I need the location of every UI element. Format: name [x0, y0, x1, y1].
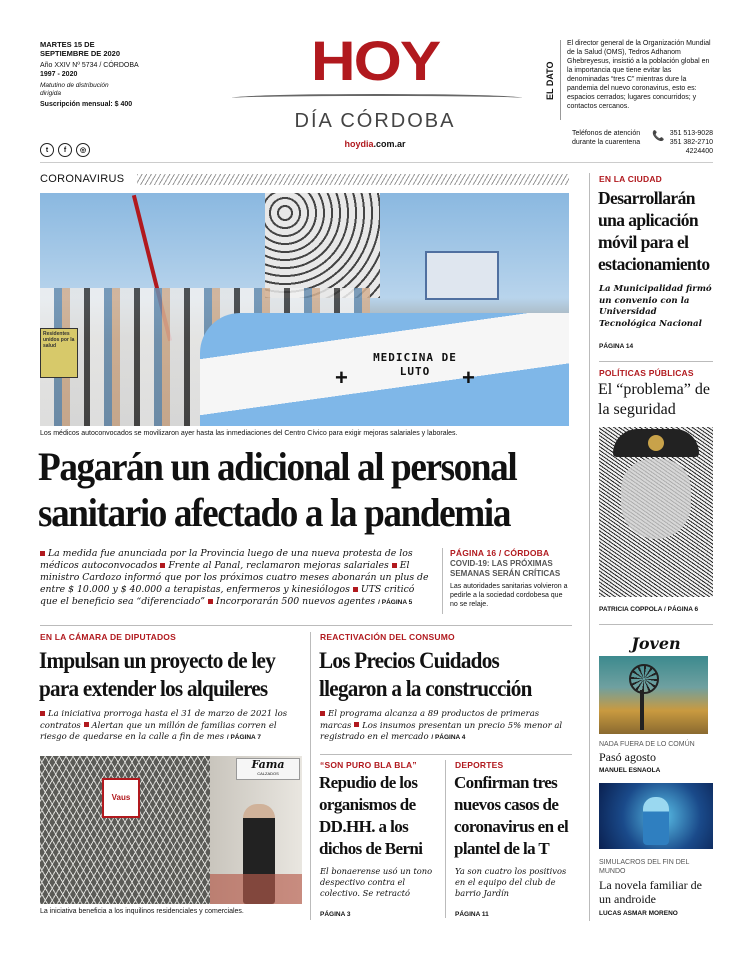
shop-sign [236, 758, 300, 780]
deportes-lead: Ya son cuatro los positivos en el equipo del club de barrio Jardín [455, 866, 567, 898]
shop-sign-name: Fama [251, 758, 285, 771]
sale-sign: Vaus [102, 778, 140, 818]
diputados-kicker: EN LA CÁMARA DE DIPUTADOS [40, 632, 176, 642]
joven-item1-title[interactable]: Pasó agosto [599, 750, 656, 764]
website-main: hoydia [344, 139, 374, 149]
diputados-p2: Alertan que un millón de familias corren el riesgo de quedarse en la calle a fin de mes [40, 720, 277, 742]
protest-sign: Residentes unidos por la salud [40, 328, 78, 378]
main-photo-caption: Los médicos autoconvocados se movilizaron ayer hasta las inmediaciones del Centro Cívico para exigir mejoras salariales y laborales. [40, 430, 458, 437]
sidewalk [210, 874, 302, 904]
joven-title: Joven [631, 634, 681, 653]
section-hatch [137, 174, 569, 185]
windmill [629, 664, 659, 694]
bullet [320, 711, 325, 716]
diputados-headline[interactable]: Impulsan un proyecto de ley para extender los alquileres [39, 648, 276, 701]
lead-bottom-rule [40, 625, 572, 626]
politicas-kicker: POLÍTICAS PÚBLICAS [599, 368, 694, 378]
phones-label: Teléfonos de atención durante la cuarentena [572, 130, 641, 146]
issue-date: MARTES 15 DE SEPTIEMBRE DE 2020 [40, 40, 121, 58]
joven-item2-kicker: SIMULACROS DEL FIN DEL MUNDO [599, 859, 690, 875]
ciudad-bottom-rule [599, 361, 713, 362]
side-box[interactable] [450, 548, 572, 609]
consumo-p2: Los insumos presentan un precio 5% menor al registrado en el mercado [320, 720, 563, 742]
consumo-p1: El programa alcanza a 89 productos de primeras marcas [320, 709, 540, 731]
blabla-kicker: “SON PURO BLA BLA” [320, 760, 417, 770]
hat-badge [648, 435, 664, 451]
joven-item2-byline: LUCAS ASMAR MORENO [599, 910, 678, 917]
el-dato-text: El director general de la Organización Mundial de la Salud (OMS), Tedros Adhanom Ghebreyesus, insistió a la población global en la importancia que tiene evitar las denominadas “tres C” mientras dure la pandemia del nuevo coronavirus, esto es: espacios cerrados; lugares concurridos; y contactos cercanos. [567, 40, 711, 110]
main-headline[interactable]: Pagarán un adicional al personal sanitario afectado a la pandemia [38, 444, 517, 535]
main-photo [40, 193, 569, 426]
consumo-kicker: REACTIVACIÓN DEL CONSUMO [320, 632, 455, 642]
diputados-photo [40, 756, 302, 904]
ciudad-kicker: EN LA CIUDAD [599, 174, 662, 184]
bullet [354, 722, 359, 727]
social-links [40, 143, 90, 157]
consumo-page: / PÁGINA 4 [431, 734, 466, 741]
deportes-headline[interactable]: Confirman tres nuevos casos de coronavirus en el plantel de la T [454, 773, 569, 858]
blabla-page: PÁGINA 3 [320, 911, 351, 918]
bullet [353, 587, 358, 592]
lead-p5: Incorporarán 500 nuevos agentes [216, 596, 376, 607]
ciudad-page: PÁGINA 14 [599, 343, 634, 350]
banner-cross-right: + [462, 365, 475, 390]
blabla-headline[interactable]: Repudio de los organismos de DD.HH. a los dichos de Berni [319, 773, 423, 858]
lead-p4: UTS criticó que el beneficio sea “diferenciado” [40, 584, 415, 607]
joven-item1-byline: MANUEL ESNAOLA [599, 767, 661, 774]
column-divider-1 [310, 632, 311, 920]
politicas-bottom-rule [599, 624, 713, 625]
politicas-byline: PATRICIA COPPOLA / PÁGINA 6 [599, 606, 699, 613]
deportes-kicker: DEPORTES [455, 760, 504, 770]
flag-banner [200, 313, 569, 426]
deportes-page: PÁGINA 11 [455, 911, 489, 918]
diputados-caption: La iniciativa beneficia a los inquilinos residenciales y comerciales. [40, 908, 244, 915]
section-label: CORONAVIRUS [40, 173, 125, 185]
bullet [392, 563, 397, 568]
joven-item2-title[interactable]: La novela familiar de un androide [599, 878, 702, 906]
banner-text: MEDICINA DE LUTO [373, 351, 457, 378]
bullet [40, 551, 45, 556]
windmill-tower [640, 690, 644, 730]
instagram-icon[interactable]: ◎ [76, 143, 90, 157]
website-suffix: .com.ar [373, 139, 406, 149]
joven-item1-kicker: NADA FUERA DE LO COMÚN [599, 741, 695, 748]
masthead-left [40, 40, 190, 109]
banner-cross-left: + [335, 365, 348, 390]
el-dato-label: EL DATO [545, 61, 555, 100]
side-box-title: COVID-19: LAS PRÓXIMAS SEMANAS SERÁN CRÍTICAS [450, 559, 561, 578]
subscription-price: Suscripción mensual: $ 400 [40, 101, 133, 108]
politicas-headline[interactable]: El “problema” de la seguridad [598, 381, 710, 418]
logo-swoosh [232, 94, 522, 102]
logo: HOY [310, 30, 440, 93]
side-box-page: PÁGINA 16 / CÓRDOBA [450, 548, 550, 558]
masthead-rule [40, 162, 713, 163]
facebook-icon[interactable]: f [58, 143, 72, 157]
main-lead [40, 548, 432, 609]
politicas-illustration [599, 427, 713, 597]
phone-3: 4224400 [685, 148, 713, 155]
right-column-divider [589, 173, 590, 921]
joven-photo-1 [599, 656, 708, 734]
issue-number: Año XXIV Nº 5734 / CÓRDOBA [40, 62, 139, 69]
lead-p3: El ministro Cardozo informó que por los próximos cuatro meses abonarán un plus de entre $ 10.000 y $ 40.000 a terapistas, enfermeros y kinesiólogos [40, 560, 429, 595]
consumo-headline[interactable]: Los Precios Cuidados llegaron a la construcción [319, 648, 532, 701]
diputados-page: / PÁGINA 7 [226, 734, 261, 741]
consumo-lead [320, 709, 572, 744]
blabla-lead: El bonaerense usó un tono despectivo contra el colectivo. Se retractó [320, 866, 433, 898]
face-shape [621, 459, 691, 539]
el-dato-divider [560, 40, 561, 120]
bullet [208, 599, 213, 604]
tower-building [265, 193, 380, 298]
lead-page: / PÁGINA 5 [378, 599, 413, 606]
diputados-lead [40, 709, 302, 744]
lead-p1: La medida fue anunciada por la Provincia luego de una nueva protesta de los médicos autoconvocados [40, 548, 413, 571]
phone-icon: 📞 [652, 131, 665, 142]
phone-1: 351 513-9028 [669, 130, 713, 137]
twitter-icon[interactable]: t [40, 143, 54, 157]
logo-subtitle: DÍA CÓRDOBA [294, 110, 456, 132]
bullet [160, 563, 165, 568]
distribution-note: Matutino de distribución dirigida [40, 82, 109, 97]
lead-p2: Frente al Panal, reclamaron mejoras salariales [168, 560, 389, 571]
column-divider-2 [445, 760, 446, 918]
ciudad-headline[interactable]: Desarrollarán una aplicación móvil para el estacionamiento [598, 188, 710, 274]
phone-2: 351 382-2710 [669, 139, 713, 146]
side-box-text: Las autoridades sanitarias volvieron a pedirle a la sociedad cordobesa que no se relaje. [450, 583, 568, 608]
side-box-divider [442, 548, 443, 614]
diputados-p1: La iniciativa prorroga hasta el 31 de marzo de 2021 los contratos [40, 709, 288, 731]
phones-list [667, 129, 713, 156]
consumo-bottom-rule [320, 754, 572, 755]
issue-years: 1997 - 2020 [40, 71, 78, 78]
website-link[interactable] [290, 139, 460, 149]
bullet [40, 711, 45, 716]
ciudad-lead: La Municipalidad firmó un convenio con la Universidad Tecnológica Nacional [599, 284, 712, 329]
shop-sign-sub: CALZADOS [257, 771, 279, 776]
bullet [84, 722, 89, 727]
android-figure [643, 797, 669, 845]
billboard [425, 251, 499, 300]
joven-photo-2 [599, 783, 713, 849]
